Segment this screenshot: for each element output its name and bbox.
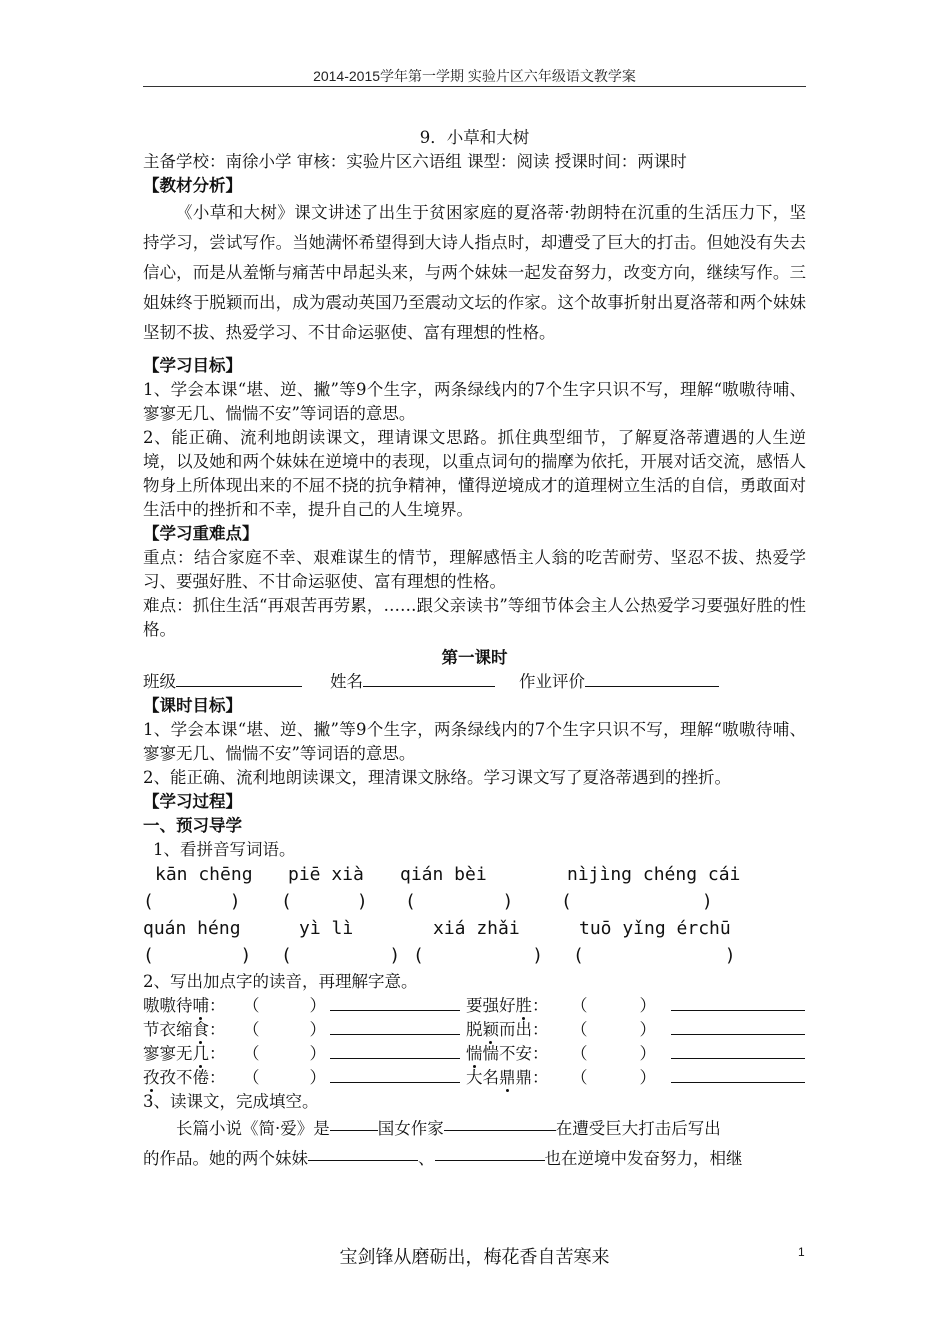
lesson-title: 9．小草和大树	[419, 128, 530, 147]
analysis-body: 《小草和大树》课文讲述了出生于贫困家庭的夏洛蒂·勃朗特在沉重的生活压力下，坚持学习，尝试写作。当她满怀希望得到大诗人指点时，却遭受了巨大的打击。但她没有失去信心，而是从羞惭与痛苦中昂起头来，与两个妹妹一起发奋努力，改变方向，继续写作。三姐妹终于脱颖而出，成为震动英国乃至震动文坛的作家。这个故事折射出夏洛蒂和两个妹妹坚韧不拔、热爱学习、不甘命运驱使、富有理想的性格。	[143, 203, 806, 342]
meaning-line[interactable]	[330, 1066, 466, 1090]
eval-label: 作业评价	[519, 672, 585, 691]
process-heading: 【学习过程】	[143, 792, 242, 811]
reading-blank[interactable]: （ ）	[571, 1068, 656, 1087]
header-rule	[143, 86, 806, 87]
task-2: 2、写出加点字的读音，再理解字意。	[143, 972, 418, 991]
page-header: 2014-2015学年第一学期 实验片区六年级语文教学案	[313, 68, 636, 84]
fill-blank[interactable]	[308, 1144, 418, 1161]
vocab-word: 惴惴不安：	[466, 1044, 549, 1063]
session-title: 第一课时	[441, 648, 508, 667]
pinyin-item: yì lì	[299, 918, 354, 939]
fill-blank[interactable]	[330, 1114, 378, 1131]
reading-blank[interactable]: （ ）	[243, 1020, 326, 1039]
pinyin-item: kān chēng	[155, 864, 253, 885]
task-1: 1、看拼音写词语。	[153, 840, 296, 859]
fill-blank[interactable]	[435, 1144, 545, 1161]
goal-item-2: 2、能正确、流利地朗读课文，理请课文思路。抓住典型细节，了解夏洛蒂遭遇的人生逆境，以及她和两个妹妹在逆境中的表现，以重点词句的揣摩为依托，开展对话交流，感悟人物身上所体现出来的不屈不挠的抗争精神，懂得逆境成才的道理树立生活的自信，勇敢面对生活中的挫折和不幸，提升自己的人生境界。	[143, 428, 806, 519]
reading-blank[interactable]: （ ）	[243, 996, 326, 1015]
answer-box[interactable]: ( )	[573, 945, 736, 966]
vocab-word: 寥寥无几：	[143, 1044, 226, 1063]
goal-item-1: 1、学会本课“堪、逆、撇”等9个生字，两条绿线内的7个生字只识不写，理解“嗷嗷待哺、寥寥无几、惴惴不安”等词语的意思。	[143, 380, 806, 423]
meaning-line[interactable]	[671, 1018, 805, 1042]
meaning-line[interactable]	[330, 994, 466, 1018]
fill-blank[interactable]	[444, 1114, 556, 1131]
meaning-line[interactable]	[671, 1042, 805, 1066]
vocab-word: 嗷嗷待哺：	[143, 996, 226, 1015]
pinyin-item: qián bèi	[400, 864, 487, 885]
pinyin-item: nìjìng chéng cái	[567, 864, 741, 885]
answer-box[interactable]: ( )	[143, 945, 252, 966]
name-field[interactable]	[363, 670, 495, 687]
answer-box[interactable]: ( )	[281, 945, 401, 966]
reading-blank[interactable]: （ ）	[243, 1044, 326, 1063]
task-3: 3、读课文，完成填空。	[143, 1092, 319, 1111]
meaning-line[interactable]	[330, 1018, 466, 1042]
answer-box[interactable]: ( )	[561, 891, 713, 912]
answer-box[interactable]: ( )	[413, 945, 544, 966]
answer-box[interactable]: ( )	[405, 891, 514, 912]
vocab-word: 脱颖而出：	[466, 1020, 549, 1039]
pinyin-row-2	[143, 916, 806, 942]
answer-row-2	[143, 942, 806, 970]
session-goal-1: 1、学会本课“堪、逆、撇”等9个生字，两条绿线内的7个生字只识不写，理解“嗷嗷待哺、寥寥无几、惴惴不安”等词语的意思。	[143, 720, 806, 763]
pinyin-item: quán héng	[143, 918, 241, 939]
analysis-heading: 【教材分析】	[143, 176, 242, 195]
reading-blank[interactable]: （ ）	[571, 996, 656, 1015]
keypoints-heading: 【学习重难点】	[143, 524, 259, 543]
vocab-row	[143, 994, 806, 1018]
class-field[interactable]	[176, 670, 302, 687]
reading-blank[interactable]: （ ）	[571, 1044, 656, 1063]
page-number: 1	[798, 1245, 805, 1259]
answer-box[interactable]: ( )	[143, 891, 241, 912]
pinyin-item: tuō yǐng érchū	[579, 918, 731, 939]
meaning-line[interactable]	[671, 1066, 805, 1090]
preview-heading: 一、预习导学	[143, 816, 242, 835]
answer-box[interactable]: ( )	[281, 891, 368, 912]
vocab-word: 大名鼎鼎：	[466, 1068, 549, 1087]
footer-motto: 宝剑锋从磨砺出，梅花香自苦寒来	[339, 1247, 610, 1268]
goals-heading: 【学习目标】	[143, 356, 242, 375]
meaning-line[interactable]	[671, 994, 805, 1018]
fill-line-1: 长篇小说《简·爱》是 国女作家 在遭受巨大打击后写出	[143, 1114, 806, 1144]
name-label: 姓名	[330, 672, 363, 691]
session-goal-2: 2、能正确、流利地朗读课文，理清课文脉络。学习课文写了夏洛蒂遇到的挫折。	[143, 768, 731, 787]
session-goals-heading: 【课时目标】	[143, 696, 242, 715]
difficult-point: 难点：抓住生活“再艰苦再劳累，……跟父亲读书”等细节体会主人公热爱学习要强好胜的性格。	[143, 596, 806, 639]
page-content	[143, 126, 806, 1174]
vocab-word: 要强好胜：	[466, 996, 549, 1015]
key-point: 重点：结合家庭不幸、艰难谋生的情节，理解感悟主人翁的吃苦耐劳、坚忍不拔、热爱学习、要强好胜、不甘命运驱使、富有理想的性格。	[143, 548, 806, 591]
reading-blank[interactable]: （ ）	[571, 1020, 656, 1039]
vocab-word: 节衣缩食：	[143, 1020, 226, 1039]
pinyin-item: piē xià	[288, 864, 364, 885]
pinyin-row-1	[143, 862, 806, 888]
meaning-line[interactable]	[330, 1042, 466, 1066]
class-label: 班级	[143, 672, 176, 691]
student-info-row	[143, 670, 806, 694]
answer-row-1	[143, 888, 806, 916]
vocab-row	[143, 1066, 806, 1090]
eval-field[interactable]	[585, 670, 719, 687]
lesson-info: 主备学校：南徐小学 审核：实验片区六语组 课型：阅读 授课时间：两课时	[143, 152, 687, 171]
pinyin-item: xiá zhǎi	[433, 918, 520, 939]
reading-blank[interactable]: （ ）	[243, 1068, 326, 1087]
fill-line-2: 的作品。她的两个妹妹 、 也在逆境中发奋努力，相继	[143, 1144, 806, 1174]
vocab-row	[143, 1018, 806, 1042]
vocab-row	[143, 1042, 806, 1066]
vocab-word: 孜孜不倦：	[143, 1068, 226, 1087]
